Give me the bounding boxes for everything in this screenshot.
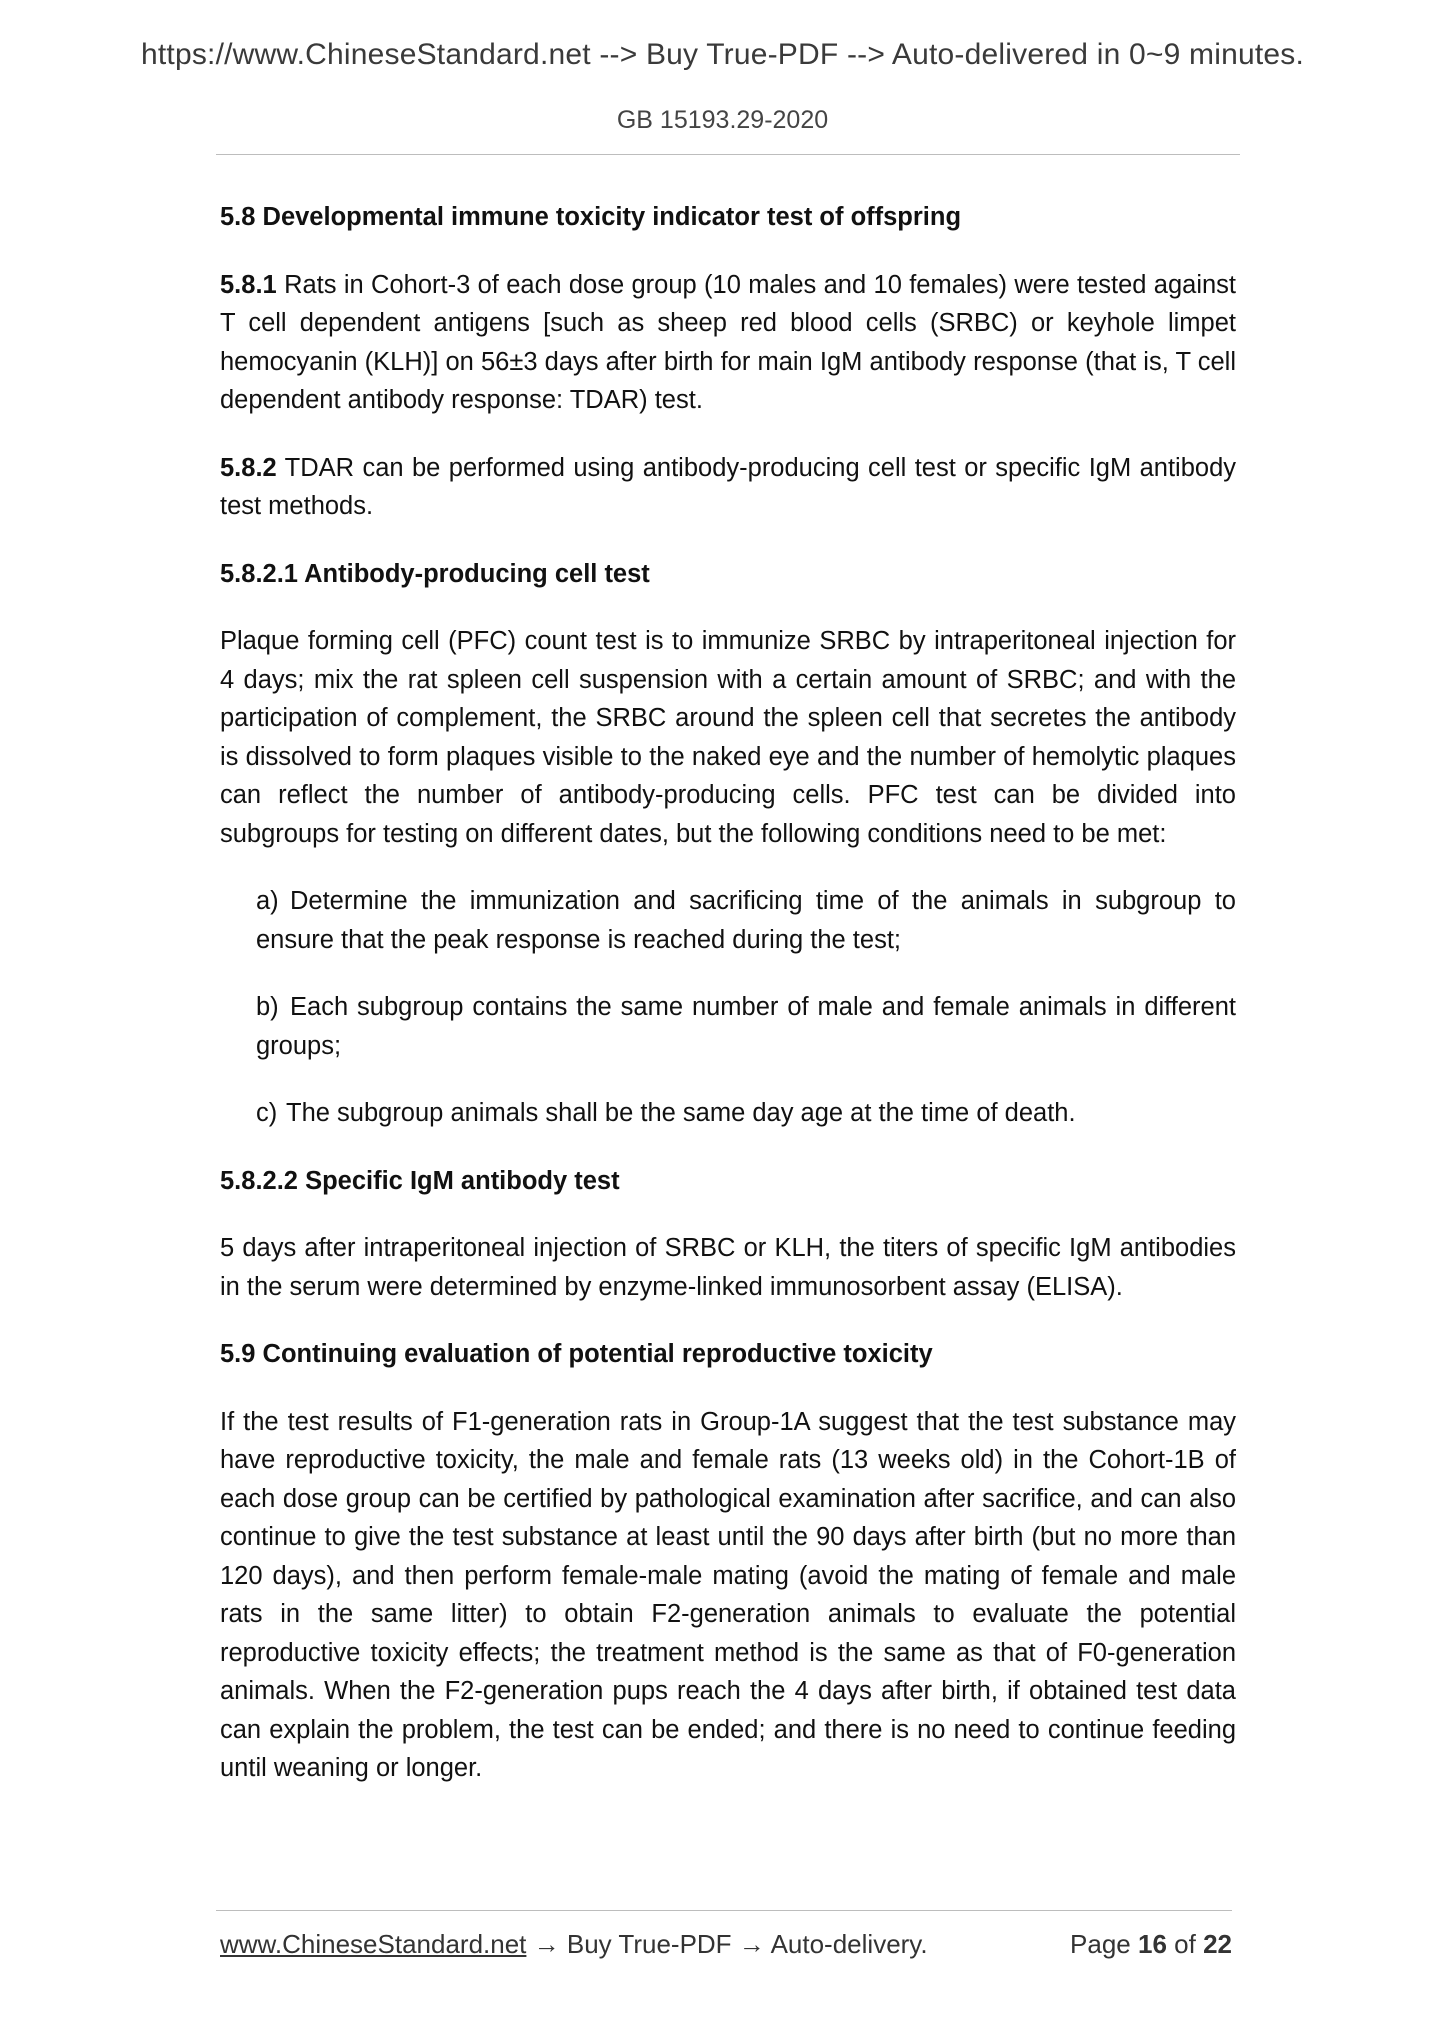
clause-text: TDAR can be performed using antibody-producing cell test or specific IgM antibody test methods.	[220, 453, 1237, 520]
page-footer	[220, 1929, 1232, 1960]
list-item-text: Determine the immunization and sacrificing time of the animals in subgroup to ensure that the peak response is reached during the test;	[256, 887, 1236, 954]
clause-number: 5.8.1	[220, 270, 277, 299]
header-divider	[216, 154, 1240, 155]
page-current: 16	[1138, 1929, 1167, 1959]
section-5-8-2-2-heading: 5.8.2.2 Specific IgM antibody test	[220, 1166, 620, 1195]
page-total: 22	[1203, 1929, 1232, 1959]
list-item	[220, 988, 1236, 1065]
section-5-8-2-1-heading: 5.8.2.1 Antibody-producing cell test	[220, 559, 650, 588]
list-item	[220, 882, 1236, 959]
site-banner: https://www.ChineseStandard.net --> Buy True-PDF --> Auto-delivered in 0~9 minutes.	[141, 38, 1304, 71]
footer-divider	[216, 1910, 1232, 1911]
footer-site-link[interactable]: www.ChineseStandard.net	[220, 1929, 527, 1959]
paragraph-igm-test: 5 days after intraperitoneal injection of SRBC or KLH, the titers of specific IgM antibodies in the serum were determined by enzyme-linked immunosorbent assay (ELISA).	[220, 1234, 1236, 1301]
list-item-label: b)	[256, 993, 279, 1021]
section-5-9-heading: 5.9 Continuing evaluation of potential reproductive toxicity	[220, 1340, 933, 1368]
list-item-text: The subgroup animals shall be the same day age at the time of death.	[286, 1099, 1076, 1127]
clause-5-8-2	[220, 449, 1236, 526]
section-5-8-heading: 5.8 Developmental immune toxicity indicator test of offspring	[220, 203, 962, 231]
clause-text: Rats in Cohort-3 of each dose group (10 males and 10 females) were tested against T cell dependent antigens [such as sheep red blood cells (SRBC) or keyhole limpet hemocyanin (KLH)] on 56±3 days after birth for main IgM antibody response (that is, T cell dependent antibody response: TDAR) test.	[220, 270, 1237, 414]
clause-5-8-1	[220, 266, 1236, 420]
paragraph-reproductive-toxicity: If the test results of F1-generation rats in Group-1A suggest that the test substance may have reproductive toxicity, the male and female rats (13 weeks old) in the Cohort-1B of each dose group can be certified by pathological examination after sacrifice, and can also continue to give the test substance at least until the 90 days after birth (but no more than 120 days), and then perform female-male mating (avoid the mating of female and male rats in the same litter) to obtain F2-generation animals to evaluate the potential reproductive toxicity effects; the treatment method is the same as that of F0-generation animals. When the F2-generation pups reach the 4 days after birth, if obtained test data can explain the problem, the test can be ended; and there is no need to continue feeding until weaning or longer.	[220, 1407, 1236, 1782]
list-item	[220, 1094, 1236, 1133]
list-item-label: c)	[256, 1099, 278, 1127]
paragraph-pfc-test: Plaque forming cell (PFC) count test is to immunize SRBC by intraperitoneal injection for 4 days; mix the rat spleen cell suspension with a certain amount of SRBC; and with the participation of complement, the SRBC around the spleen cell that secretes the antibody is dissolved to form plaques visible to the naked eye and the number of hemolytic plaques can reflect the number of antibody-producing cells. PFC test can be divided into subgroups for testing on different dates, but the following conditions need to be met:	[220, 627, 1236, 848]
list-item-text: Each subgroup contains the same number of male and female animals in different groups;	[256, 993, 1236, 1060]
list-item-label: a)	[256, 887, 279, 915]
page-indicator	[1070, 1929, 1232, 1960]
clause-number: 5.8.2	[220, 453, 277, 482]
document-body	[220, 198, 1236, 1788]
footer-tagline: → Buy True-PDF → Auto-delivery.	[526, 1929, 928, 1959]
page-word: Page	[1070, 1929, 1131, 1959]
standard-number: GB 15193.29-2020	[616, 106, 829, 134]
of-word: of	[1174, 1929, 1196, 1959]
